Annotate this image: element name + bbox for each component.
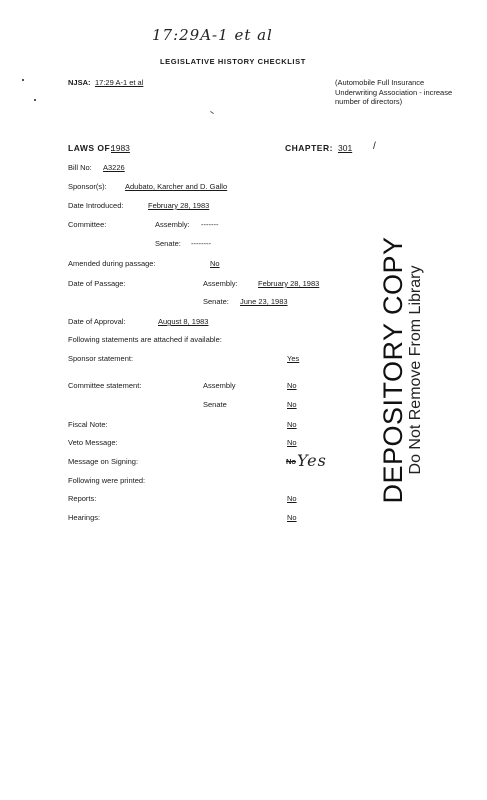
committee-statement-label: Committee statement: (68, 381, 142, 390)
committee-senate-value: -------- (191, 239, 211, 248)
scan-speck (22, 79, 24, 81)
handwritten-yes: Yes (297, 451, 327, 470)
committee-assembly-label: Assembly: (155, 220, 190, 229)
printed-heading: Following were printed: (68, 476, 146, 485)
hearings-label: Hearings: (68, 513, 101, 522)
reports-label: Reports: (68, 494, 97, 503)
scan-speck (34, 99, 36, 101)
sponsor-statement-value: Yes (287, 354, 300, 363)
passage-senate-label: Senate: (203, 297, 229, 306)
committee-statement-assembly-value: No (287, 381, 297, 390)
depository-stamp-line1: DEPOSITORY COPY (378, 236, 408, 504)
fiscal-note-value: No (287, 420, 297, 429)
sponsors-label: Sponsor(s): (68, 182, 107, 191)
committee-label: Committee: (68, 220, 107, 229)
amended-value: No (210, 259, 220, 268)
document-title: LEGISLATIVE HISTORY CHECKLIST (160, 57, 306, 66)
passage-senate-value: June 23, 1983 (240, 297, 288, 306)
scan-speck (210, 111, 214, 114)
bill-description: (Automobile Full Insurance Underwriting Association - increase number of directors) (335, 78, 453, 106)
committee-statement-assembly-label: Assembly (203, 381, 236, 390)
passage-assembly-value: February 28, 1983 (258, 279, 320, 288)
approval-label: Date of Approval: (68, 317, 126, 326)
reports-value: No (287, 494, 297, 503)
depository-stamp-line2: Do Not Remove From Library (407, 265, 424, 475)
committee-statement-senate-value: No (287, 400, 297, 409)
veto-message-label: Veto Message: (68, 438, 118, 447)
passage-label: Date of Passage: (68, 279, 126, 288)
date-introduced-label: Date Introduced: (68, 201, 124, 210)
amended-label: Amended during passage: (68, 259, 156, 268)
veto-message-value: No (287, 438, 297, 447)
njsa-label: NJSA: (68, 78, 91, 87)
laws-of-value: 1983 (111, 143, 130, 153)
committee-senate-label: Senate: (155, 239, 181, 248)
chapter-value: 301 (338, 143, 353, 153)
depository-stamp (342, 236, 462, 504)
hearings-value: No (287, 513, 297, 522)
approval-value: August 8, 1983 (158, 317, 209, 326)
handwritten-tick: / (373, 141, 376, 152)
committee-statement-senate-label: Senate (203, 400, 227, 409)
handwritten-top-note: 17:29A-1 et al (152, 26, 273, 44)
laws-of-label: LAWS OF: (68, 143, 114, 153)
passage-assembly-label: Assembly: (203, 279, 238, 288)
bill-no-value: A3226 (103, 163, 125, 172)
sponsor-statement-label: Sponsor statement: (68, 354, 134, 363)
date-introduced-value: February 28, 1983 (148, 201, 210, 210)
attached-statements-heading: Following statements are attached if available: (68, 335, 222, 344)
committee-assembly-value: ------- (201, 220, 219, 229)
fiscal-note-label: Fiscal Note: (68, 420, 108, 429)
signing-message-struck-value: No (286, 457, 296, 466)
njsa-value: 17:29 A-1 et al (95, 78, 144, 87)
signing-message-label: Message on Signing: (68, 457, 139, 466)
sponsors-value: Adubato, Karcher and D. Gallo (125, 182, 228, 191)
chapter-label: CHAPTER: (285, 143, 333, 153)
bill-no-label: Bill No: (68, 163, 92, 172)
